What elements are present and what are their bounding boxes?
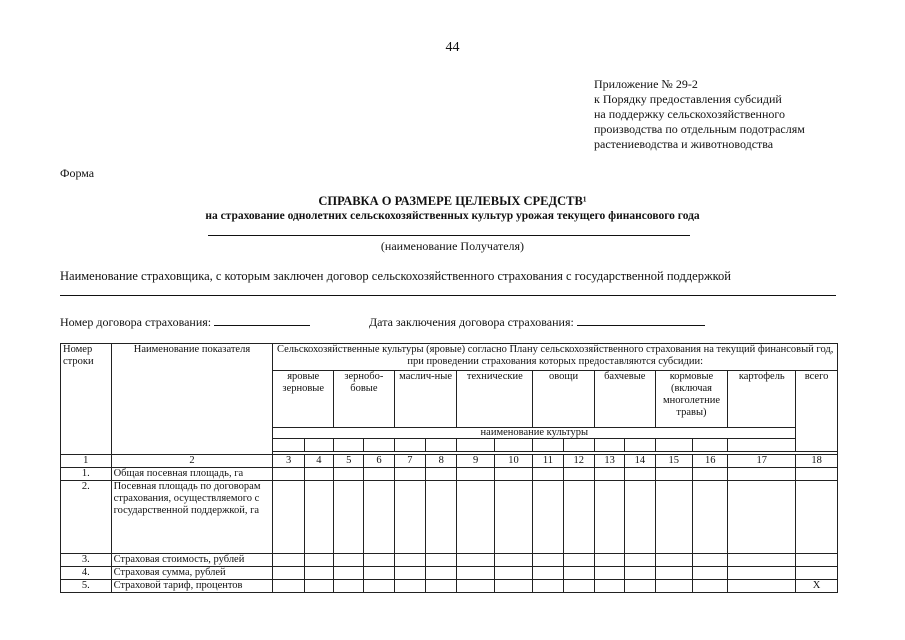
table-row [61,580,838,593]
header-crop-total: всего [796,371,838,452]
header-indicator: Наименование показателя [111,344,273,455]
row-indicator: Страховой тариф, процентов [111,580,273,593]
document-title: СПРАВКА О РАЗМЕРЕ ЦЕЛЕВЫХ СРЕДСТВ¹ [318,194,587,208]
column-number: 4 [304,455,333,468]
table-row [61,554,838,567]
column-number: 2 [111,455,273,468]
header-crop: кормовые (включая многолетние травы) [655,371,728,428]
table-row [61,567,838,580]
header-crop: технические [457,371,533,428]
row-total[interactable] [796,567,838,580]
column-number: 7 [394,455,425,468]
row-number: 4. [61,567,112,580]
appendix-line: Приложение № 29-2 [594,77,698,91]
column-number: 3 [273,455,304,468]
contract-number [60,315,310,330]
column-number: 9 [457,455,494,468]
table-row [61,481,838,554]
row-indicator: Посевная площадь по договорам страхования, осуществляемого с государственной поддержкой, га [111,481,273,554]
recipient-caption: (наименование Получателя) [380,239,525,253]
column-number: 17 [728,455,796,468]
row-indicator: Страховая сумма, рублей [111,567,273,580]
row-number: 3. [61,554,112,567]
appendix-note [594,77,805,152]
column-number: 16 [693,455,728,468]
header-crop: бахчевые [594,371,655,428]
column-numbers-row [61,455,838,468]
header-crop: овощи [533,371,595,428]
column-number: 15 [655,455,692,468]
column-number: 1 [61,455,112,468]
appendix-line: производства по отдельным подотраслям [594,122,805,136]
table-row [61,468,838,481]
form-label: Форма [60,166,95,180]
appendix-line: к Порядку предоставления субсидий [594,92,782,106]
column-number: 5 [334,455,364,468]
row-indicator: Страховая стоимость, рублей [111,554,273,567]
header-crop: яровые зерновые [273,371,334,428]
appendix-line: на поддержку сельскохозяйственного [594,107,786,121]
row-number: 2. [61,481,112,554]
appendix-line: растениеводства и животноводства [594,137,774,151]
contract-number-label: Номер договора страхования: [60,315,212,329]
header-crop: зернобо-бовые [334,371,395,428]
header-culture-name: наименование культуры [273,428,796,439]
recipient-line[interactable] [208,235,690,236]
insurer-label: Наименование страховщика, с которым заключен договор сельскохозяйственного страхования с государственной поддержкой [60,269,731,283]
row-total[interactable] [796,468,838,481]
column-number: 6 [364,455,394,468]
row-number: 5. [61,580,112,593]
column-number: 10 [494,455,532,468]
document-subtitle: на страхование однолетних сельскохозяйственных культур урожая текущего финансового года [205,210,700,222]
page-number: 44 [445,40,460,55]
column-number: 8 [426,455,457,468]
column-number: 12 [563,455,594,468]
header-crop: маслич-ные [394,371,457,428]
header-row-number: Номер строки [61,344,112,455]
row-total[interactable] [796,481,838,554]
column-number: 13 [594,455,624,468]
contract-number-field[interactable] [214,315,310,326]
header-crop: картофель [728,371,796,428]
row-total[interactable]: X [796,580,838,593]
row-number: 1. [61,468,112,481]
row-total[interactable] [796,554,838,567]
contract-date-field[interactable] [577,315,705,326]
header-crops-group: Сельскохозяйственные культуры (яровые) согласно Плану сельскохозяйственного страхования на текущий финансовый год, при проведении страхования которых предоставляются субсидии: [273,344,838,371]
column-number: 18 [796,455,838,468]
row-indicator: Общая посевная площадь, га [111,468,273,481]
contract-date [369,315,705,330]
contract-date-label: Дата заключения договора страхования: [369,315,574,329]
indicators-table [60,343,838,593]
column-number: 14 [625,455,655,468]
column-number: 11 [533,455,563,468]
insurer-line[interactable] [60,295,836,296]
